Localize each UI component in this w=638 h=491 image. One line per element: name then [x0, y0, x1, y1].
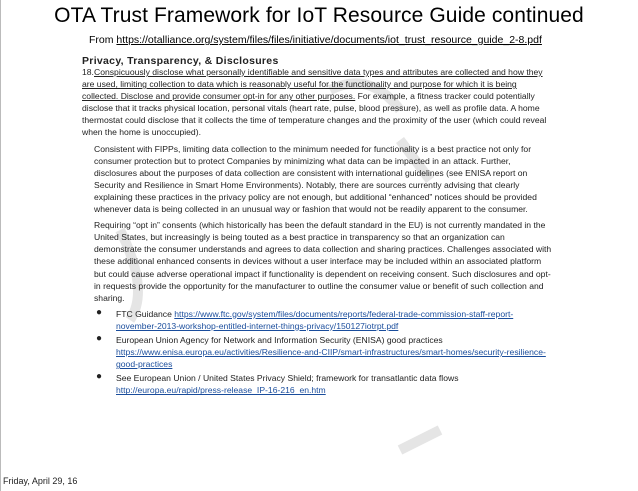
watermark-stroke — [400, 430, 440, 450]
item-18-requirement: Conspicuously disclose what personally identifiable and sensitive data types and attributes are collected and how they are used, limiting collection to data which is reasonably useful for the functionality and purpose for which it is being collected. Disclose and provide consumer opt-in for any other purposes. — [82, 67, 543, 102]
bullet-icon: ● — [96, 306, 103, 318]
reference-link-ftc[interactable]: https://www.ftc.gov/system/files/documents/reports/federal-trade-commission-staff-report-november-2013-workshop-entitled-internet-things-privacy/150127iotrpt.pdf — [116, 308, 514, 331]
reference-item — [94, 334, 552, 370]
item-18-paragraph — [82, 66, 552, 139]
bullet-icon: ● — [96, 371, 103, 383]
item-number: 18. — [82, 67, 94, 77]
reference-label: FTC Guidance — [116, 308, 175, 319]
reference-list — [94, 308, 552, 397]
source-prefix: From — [89, 34, 117, 46]
source-line — [89, 34, 542, 46]
opt-in-paragraph: Requiring “opt in” consents (which historically has been the default standard in the EU) is not currently mandated in the United States, but increasingly is being touted as a best practice in transparency so that an organization can demonstrate the consumer understands and agrees to data collection and sharing practices. Challenges associated with these additional enhanced consents in devices without a user interface may be included within an associated platform but could cause adverse operational impact if functionality is dependent on receiving consent. Such disclosures and opt-in requests provide the opportunity for the manufacturer to outline the consumer value or benefit of such collection and sharing. — [94, 220, 552, 303]
reference-item — [94, 308, 552, 332]
fipps-paragraph: Consistent with FIPPs, limiting data collection to the minimum needed for functionality is a best practice not only for consumer protection but to protect Companies by minimizing what data can be impacted in an attack. Further, disclosures about the purposes of data collection are consistent with international guidelines (see ENISA report on Security and Resilience in Smart Home Environments). Notably, there are sources currently advising that clearly explaining these practices in the privacy policy are not enough, but additional “enhanced” notices should be provided whenever data is being collected in an unusual way or fashion that would not be readily apparent to the consumer. — [94, 143, 537, 215]
reference-link-privacy-shield[interactable]: http://europa.eu/rapid/press-release_IP-16-216_en.htm — [116, 385, 326, 396]
reference-item — [94, 372, 552, 396]
reference-link-enisa[interactable]: https://www.enisa.europa.eu/activities/Resilience-and-CIIP/smart-infrastructures/smart-homes/security-resilience-good-practices — [116, 347, 546, 370]
slide-title: OTA Trust Framework for IoT Resource Guide continued — [54, 4, 584, 27]
footer-date: Friday, April 29, 16 — [3, 476, 78, 486]
bullet-icon: ● — [96, 332, 103, 344]
reference-label: See European Union / United States Privacy Shield; framework for transatlantic data flows — [116, 373, 459, 384]
reference-label: European Union Agency for Network and Information Security (ENISA) good practices — [116, 334, 443, 345]
slide-left-border — [0, 0, 1, 491]
item-18-example: For example, a fitness tracker could potentially disclose that it tracks physical location, personal vitals (heart rate, pulse, blood pressure), as well as profile data. A home thermostat could disclose that it collects the time of temperature changes and the proximity of the user (which could reveal when the home is unoccupied). — [82, 91, 547, 138]
section-heading: Privacy, Transparency, & Disclosures — [82, 55, 279, 67]
document-excerpt — [82, 66, 552, 398]
source-url-link[interactable]: https://otalliance.org/system/files/files/initiative/documents/iot_trust_resource_guide_2-8.pdf — [116, 34, 542, 46]
